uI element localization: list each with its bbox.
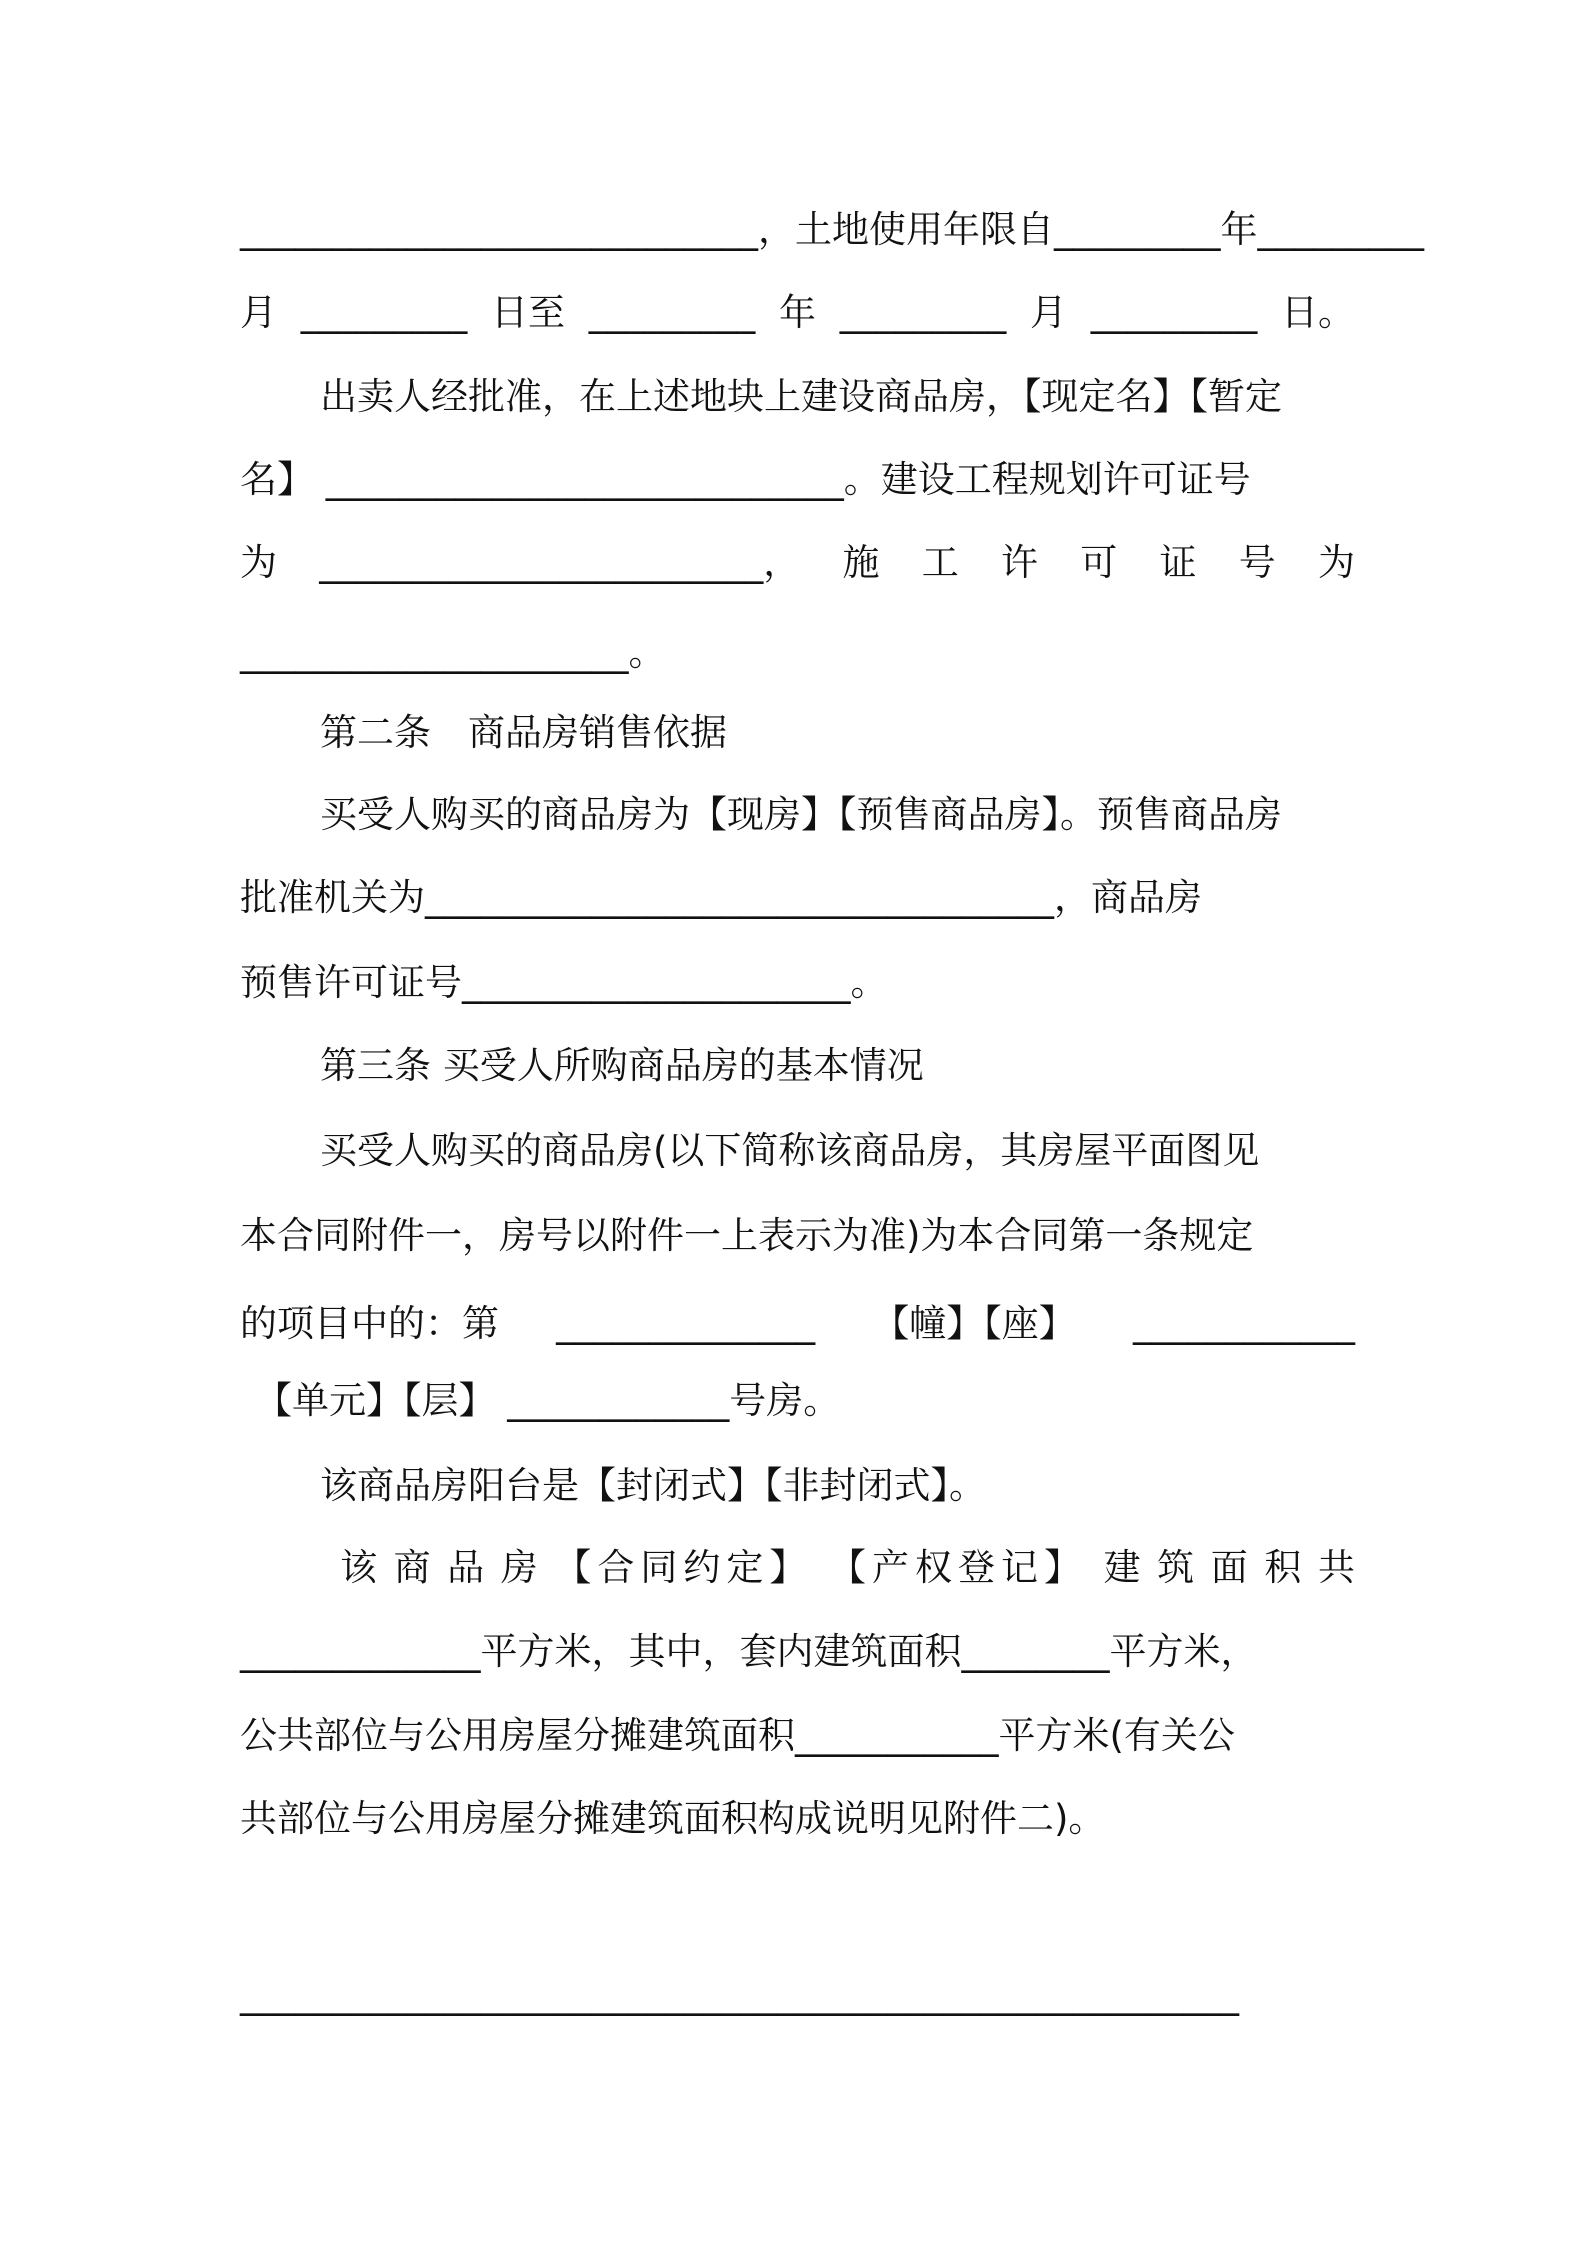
blank-field: _________ — [588, 291, 756, 334]
text-line-4 — [240, 450, 1355, 510]
text-line-8 — [240, 785, 1355, 845]
blank-field: _________ — [839, 291, 1007, 334]
text-segment: 施 — [842, 541, 880, 584]
text-segment: 面 — [1210, 1546, 1248, 1589]
text-segment: 可 — [1080, 541, 1118, 584]
blank-field: ______________ — [556, 1302, 816, 1345]
text-segment: 该 — [340, 1546, 377, 1589]
text-segment: 号 — [1238, 541, 1276, 584]
paragraph-text: 批准机关为__________________________________，商品房 — [240, 876, 1202, 919]
heading-text: 第二条 商品房销售依据 — [320, 711, 727, 754]
text-line-19 — [240, 1706, 1355, 1766]
text-segment: 许 — [1001, 541, 1038, 584]
text-line-3 — [240, 367, 1355, 427]
text-segment: 筑 — [1157, 1546, 1195, 1589]
text-segment: 为 — [240, 541, 277, 584]
paragraph-text: 共部位与公用房屋分摊建筑面积构成说明见附件二)。 — [240, 1797, 1106, 1840]
text-line-13 — [240, 1206, 1355, 1266]
text-segment: 品 — [447, 1546, 485, 1589]
rule-line: ______________________________________________________ — [240, 1973, 1239, 2016]
text-line-6 — [240, 623, 1355, 683]
section-heading-article-2 — [240, 703, 1355, 763]
blank-field: ____________ — [1132, 1302, 1355, 1345]
text-line-18 — [240, 1622, 1355, 1682]
text-line-14 — [240, 1294, 1355, 1354]
text-segment: 【幢】【座】 — [872, 1302, 1076, 1345]
text-segment: 日至 — [491, 291, 565, 334]
text-segment: 共 — [1317, 1546, 1355, 1589]
text-segment: 的项目中的：第 — [240, 1302, 499, 1345]
text-segment: 月 — [1030, 291, 1067, 334]
paragraph-text: _____________________。 — [240, 631, 666, 674]
text-segment: 建 — [1103, 1546, 1141, 1589]
blank-field: _________ — [1054, 208, 1221, 251]
text-line-15 — [255, 1371, 1370, 1431]
paragraph-text: 买受人购买的商品房为【现房】【预售商品房】。预售商品房 — [320, 793, 1282, 836]
paragraph-text: 公共部位与公用房屋分摊建筑面积___________平方米(有关公 — [240, 1714, 1235, 1757]
text-line-12 — [240, 1121, 1355, 1181]
blank-field: _________ — [300, 291, 468, 334]
text-line-16 — [240, 1456, 1355, 1516]
paragraph-text: _____________平方米，其中，套内建筑面积________平方米， — [240, 1630, 1258, 1673]
text-line-1 — [240, 200, 1424, 260]
paragraph-text: 本合同附件一，房号以附件一上表示为准)为本合同第一条规定 — [240, 1214, 1254, 1257]
text-line-20 — [240, 1789, 1355, 1849]
section-heading-article-3 — [240, 1036, 1355, 1096]
text-line-9 — [240, 868, 1355, 928]
paragraph-text: 该商品房阳台是【封闭式】【非封闭式】。 — [320, 1464, 986, 1507]
paragraph-text: 买受人购买的商品房(以下简称该商品房，其房屋平面图见 — [320, 1129, 1260, 1172]
text-line-2 — [240, 283, 1355, 343]
text-segment: 日。 — [1281, 291, 1355, 334]
text-segment: 为 — [1318, 541, 1355, 584]
text-segment: 【产权登记】 — [828, 1546, 1087, 1589]
blank-field: ____________________________ — [240, 208, 758, 251]
text-segment: 月 — [240, 291, 277, 334]
heading-text: 第三条 买受人所购商品房的基本情况 — [320, 1044, 924, 1087]
blank-field: ________________________， — [319, 541, 801, 584]
text-line-10 — [240, 953, 1355, 1013]
text-segment: 年 — [779, 291, 816, 334]
text-segment: 房 — [500, 1546, 538, 1589]
text-segment: 积 — [1264, 1546, 1302, 1589]
paragraph-text: 【单元】【层】 ____________号房。 — [255, 1379, 841, 1422]
text-segment: 年 — [1220, 208, 1258, 251]
text-segment: 证 — [1159, 541, 1197, 584]
text-line-5 — [240, 533, 1355, 593]
text-segment: 工 — [921, 541, 959, 584]
bottom-rule — [240, 1973, 1355, 2016]
paragraph-text: 出卖人经批准，在上述地块上建设商品房，【现定名】【暂定 — [320, 375, 1282, 418]
text-segment: 商 — [393, 1546, 431, 1589]
text-segment: ，土地使用年限自 — [758, 208, 1054, 251]
paragraph-text: 预售许可证号_____________________。 — [240, 961, 888, 1004]
text-line-17 — [240, 1538, 1355, 1598]
blank-field: _________ — [1257, 208, 1424, 251]
paragraph-text: 名】 ____________________________。建设工程规划许可证号 — [240, 458, 1251, 501]
text-segment: 【合同约定】 — [554, 1546, 813, 1589]
blank-field: _________ — [1090, 291, 1258, 334]
